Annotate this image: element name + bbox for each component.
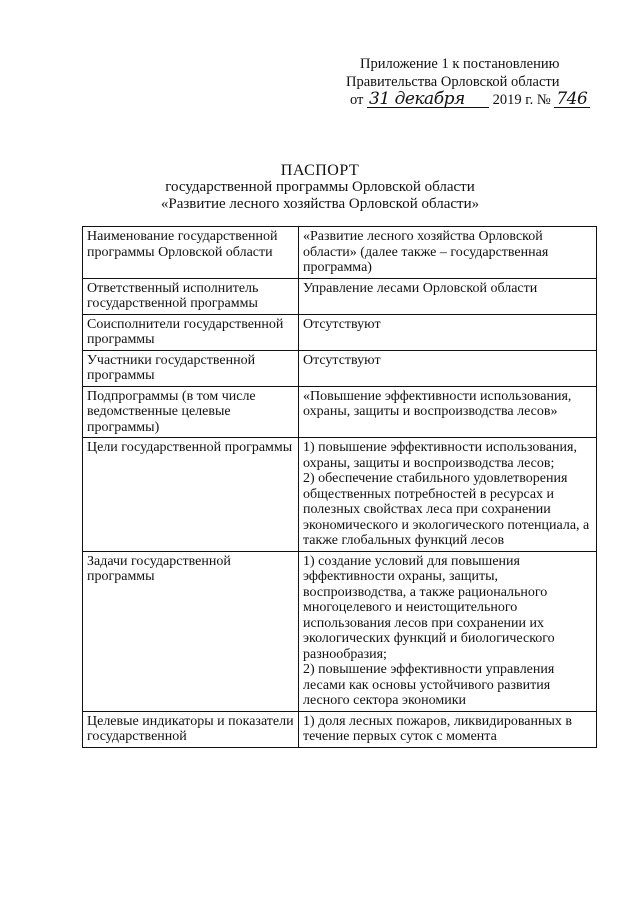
table-row <box>83 278 597 314</box>
passport-table <box>82 226 597 748</box>
row-value: 1) доля лесных пожаров, ликвидированных в течение первых суток с момента <box>299 711 597 747</box>
table-row <box>83 227 597 279</box>
row-value: Отсутствуют <box>299 350 597 386</box>
appendix-line: Приложение 1 к постановлению <box>360 56 560 72</box>
government-line: Правительства Орловской области <box>346 74 560 90</box>
row-key: Соисполнители государственной программы <box>83 314 299 350</box>
table-row <box>83 551 597 711</box>
value-line: 2) повышение эффективности управления лесами как основы устойчивого развития лесного сектора экономики <box>303 662 555 708</box>
document-title <box>0 162 640 213</box>
date-number-line <box>350 91 620 109</box>
document-header <box>330 55 620 109</box>
row-value: Отсутствуют <box>299 314 597 350</box>
row-key: Задачи государственной программы <box>83 551 299 711</box>
handwritten-number: 746 <box>554 91 590 108</box>
row-value <box>299 551 597 711</box>
row-key: Участники государственной программы <box>83 350 299 386</box>
row-value: «Повышение эффективности использования, охраны, защиты и воспроизводства лесов» <box>299 386 597 438</box>
row-key: Целевые индикаторы и показатели государственной <box>83 711 299 747</box>
table-row <box>83 711 597 747</box>
table-row <box>83 350 597 386</box>
title-line3: «Развитие лесного хозяйства Орловской области» <box>160 196 480 212</box>
value-line: 1) создание условий для повышения эффективности охраны, защиты, воспроизводства, а также рационального многоцелевого и неистощительного использования лесов при сохранении их экологических функций и биологического разнообразия; <box>303 553 555 662</box>
table-row <box>83 314 597 350</box>
row-key: Подпрограммы (в том числе ведомственные целевые программы) <box>83 386 299 438</box>
row-key: Наименование государственной программы Орловской области <box>83 227 299 279</box>
value-line: 1) повышение эффективности использования, охраны, защиты и воспроизводства лесов; <box>303 440 577 471</box>
row-value <box>299 438 597 552</box>
year-number-label: 2019 г. № <box>492 92 551 108</box>
row-value: «Развитие лесного хозяйства Орловской области» (далее также – государственная программа) <box>299 227 597 279</box>
row-key: Цели государственной программы <box>83 438 299 552</box>
row-key: Ответственный исполнитель государственной программы <box>83 278 299 314</box>
title-main: ПАСПОРТ <box>280 162 360 179</box>
row-value: Управление лесами Орловской области <box>299 278 597 314</box>
table-row <box>83 386 597 438</box>
title-line2: государственной программы Орловской области <box>165 179 475 195</box>
table-row <box>83 438 597 552</box>
value-line: 2) обеспечение стабильного удовлетворения общественных потребностей в ресурсах и полезных свойствах леса при сохранении экономического и экологического потенциала, а также глобальных функций лесов <box>303 471 590 548</box>
date-prefix: от <box>350 92 364 108</box>
handwritten-date: 31 декабря <box>367 91 489 108</box>
